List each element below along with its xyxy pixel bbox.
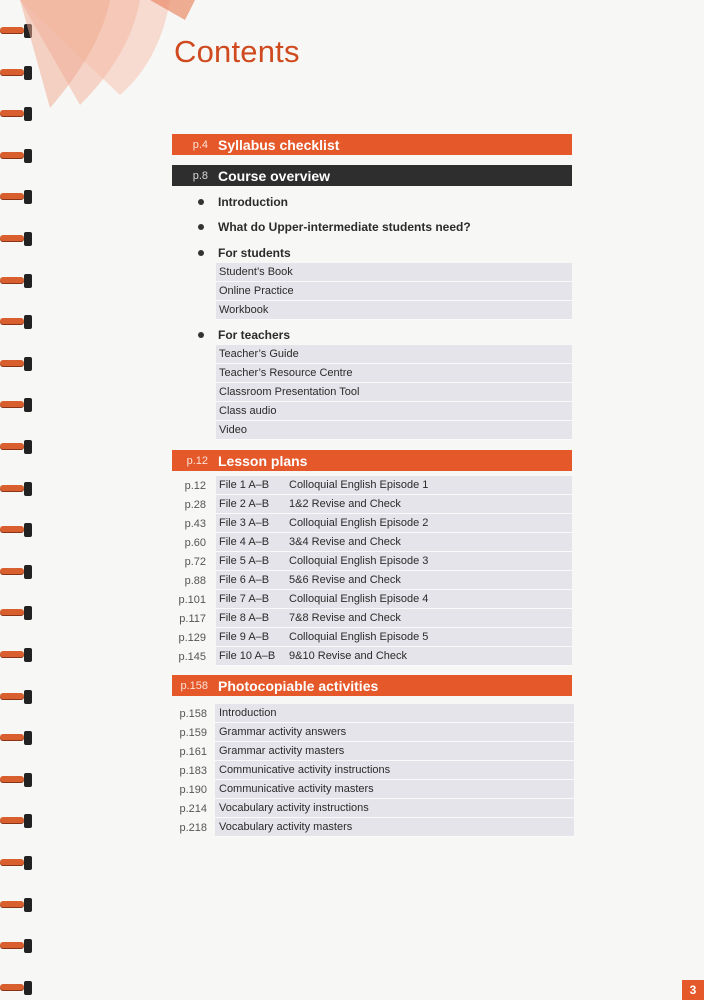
decorative-fan-graphic: [20, 0, 200, 110]
list-item-classroom-presentation-tool[interactable]: [216, 383, 572, 402]
lesson-row[interactable]: [172, 609, 572, 628]
lesson-box: [216, 552, 572, 571]
section-course-overview[interactable]: [172, 165, 572, 186]
item-label: Online Practice: [219, 285, 294, 297]
activity-label: Introduction: [215, 704, 574, 723]
lesson-row[interactable]: [172, 533, 572, 552]
activity-label: Communicative activity masters: [215, 780, 574, 799]
lesson-page: p.129: [178, 631, 206, 644]
lesson-row[interactable]: [172, 476, 572, 495]
section-label: Photocopiable activities: [218, 677, 379, 694]
lesson-file: File 7 A–B: [219, 593, 270, 605]
lesson-file: File 10 A–B: [219, 650, 276, 662]
activity-row[interactable]: [172, 818, 574, 837]
lesson-box: [216, 647, 572, 666]
activity-page: p.214: [179, 802, 207, 815]
list-item-workbook[interactable]: [216, 301, 572, 320]
activity-row[interactable]: [172, 723, 574, 742]
activity-label: Grammar activity masters: [215, 742, 574, 761]
binding-ring: [0, 315, 32, 329]
activity-page: p.218: [179, 821, 207, 834]
lesson-file: File 5 A–B: [219, 555, 270, 567]
lesson-page: p.145: [178, 650, 206, 663]
lesson-page: p.101: [178, 593, 206, 606]
lesson-file: File 8 A–B: [219, 612, 270, 624]
lesson-box: [216, 533, 572, 552]
binding-ring: [0, 731, 32, 745]
binding-ring: [0, 773, 32, 787]
binding-ring: [0, 149, 32, 163]
item-label: Student’s Book: [219, 266, 293, 278]
activity-label: Communicative activity instructions: [215, 761, 574, 780]
activity-page: p.190: [179, 783, 207, 796]
lesson-desc: Colloquial English Episode 4: [289, 593, 429, 605]
lesson-page: p.12: [184, 479, 206, 492]
lesson-file: File 6 A–B: [219, 574, 270, 586]
lesson-page: p.88: [184, 574, 206, 587]
binding-ring: [0, 274, 32, 288]
binding-ring: [0, 440, 32, 454]
item-label: Teacher’s Guide: [219, 348, 299, 360]
lesson-row[interactable]: [172, 628, 572, 647]
lesson-desc: Colloquial English Episode 5: [289, 631, 429, 643]
item-label: Teacher’s Resource Centre: [219, 367, 353, 379]
binding-ring: [0, 190, 32, 204]
bullet-label: What do Upper-intermediate students need?: [218, 220, 471, 234]
item-label: Classroom Presentation Tool: [219, 386, 360, 398]
lesson-row[interactable]: [172, 647, 572, 666]
bullet-introduction[interactable]: [198, 195, 288, 209]
lesson-file: File 1 A–B: [219, 479, 270, 491]
lesson-file: File 4 A–B: [219, 536, 270, 548]
activity-page: p.183: [179, 764, 207, 777]
lesson-box: [216, 590, 572, 609]
lesson-desc: 7&8 Revise and Check: [289, 612, 401, 624]
lesson-box: [216, 571, 572, 590]
binding-ring: [0, 981, 32, 995]
section-page: p.4: [192, 138, 208, 151]
bullet-label: Introduction: [218, 195, 288, 209]
bullet-for-teachers[interactable]: [198, 328, 290, 342]
page-title: Contents: [174, 34, 300, 69]
lesson-row[interactable]: [172, 495, 572, 514]
lesson-box: [216, 476, 572, 495]
lesson-row[interactable]: [172, 571, 572, 590]
lesson-page: p.43: [184, 517, 206, 530]
lesson-box: [216, 609, 572, 628]
page-number: 3: [682, 980, 704, 1000]
bullet-dot: [198, 250, 204, 256]
list-item-video[interactable]: [216, 421, 572, 440]
lesson-desc: 1&2 Revise and Check: [289, 498, 401, 510]
item-label: Workbook: [219, 304, 269, 316]
section-lesson-plans[interactable]: [172, 450, 572, 471]
bullet-students-need[interactable]: [198, 220, 471, 234]
lesson-desc: Colloquial English Episode 3: [289, 555, 429, 567]
binding-ring: [0, 648, 32, 662]
lesson-desc: Colloquial English Episode 2: [289, 517, 429, 529]
binding-ring: [0, 523, 32, 537]
binding-ring: [0, 690, 32, 704]
lesson-file: File 2 A–B: [219, 498, 270, 510]
activity-page: p.161: [179, 745, 207, 758]
spiral-binding: [0, 0, 36, 1000]
list-item-online-practice[interactable]: [216, 282, 572, 301]
section-label: Syllabus checklist: [218, 136, 340, 153]
lesson-page: p.117: [179, 612, 206, 625]
list-item-class-audio[interactable]: [216, 402, 572, 421]
lesson-file: File 9 A–B: [219, 631, 270, 643]
list-item-students-book[interactable]: [216, 263, 572, 282]
item-label: Class audio: [219, 405, 277, 417]
lesson-file: File 3 A–B: [219, 517, 270, 529]
binding-ring: [0, 565, 32, 579]
section-photocopiable-activities[interactable]: [172, 675, 572, 696]
lesson-desc: Colloquial English Episode 1: [289, 479, 429, 491]
bullet-dot: [198, 332, 204, 338]
lesson-box: [216, 495, 572, 514]
section-page: p.158: [180, 679, 208, 692]
section-syllabus-checklist[interactable]: [172, 134, 572, 155]
lesson-page: p.72: [184, 555, 206, 568]
activity-label: Grammar activity answers: [215, 723, 574, 742]
binding-ring: [0, 814, 32, 828]
section-label: Course overview: [218, 167, 331, 184]
item-label: Video: [219, 424, 247, 436]
activity-label: Vocabulary activity masters: [215, 818, 574, 837]
bullet-dot: [198, 199, 204, 205]
activity-row[interactable]: [172, 742, 574, 761]
section-label: Lesson plans: [218, 452, 308, 469]
binding-ring: [0, 606, 32, 620]
bullet-for-students[interactable]: [198, 246, 291, 260]
lesson-box: [216, 628, 572, 647]
lesson-row[interactable]: [172, 514, 572, 533]
activity-row[interactable]: [172, 780, 574, 799]
lesson-page: p.28: [184, 498, 206, 511]
lesson-desc: 5&6 Revise and Check: [289, 574, 401, 586]
activity-row[interactable]: [172, 704, 574, 723]
lesson-desc: 9&10 Revise and Check: [289, 650, 408, 662]
binding-ring: [0, 482, 32, 496]
binding-ring: [0, 939, 32, 953]
lesson-page: p.60: [184, 536, 206, 549]
binding-ring: [0, 232, 32, 246]
bullet-dot: [198, 224, 204, 230]
lesson-box: [216, 514, 572, 533]
lesson-row[interactable]: [172, 552, 572, 571]
binding-ring: [0, 398, 32, 412]
list-item-teachers-resource-centre[interactable]: [216, 364, 572, 383]
lesson-desc: 3&4 Revise and Check: [289, 536, 401, 548]
section-page: p.12: [186, 454, 208, 467]
activity-page: p.159: [179, 726, 207, 739]
binding-ring: [0, 856, 32, 870]
activity-page: p.158: [179, 707, 207, 720]
lesson-row[interactable]: [172, 590, 572, 609]
activity-row[interactable]: [172, 761, 574, 780]
bullet-label: For students: [218, 246, 291, 260]
activity-label: Vocabulary activity instructions: [215, 799, 574, 818]
activity-row[interactable]: [172, 799, 574, 818]
bullet-label: For teachers: [218, 328, 291, 342]
list-item-teachers-guide[interactable]: [216, 345, 572, 364]
binding-ring: [0, 898, 32, 912]
binding-ring: [0, 357, 32, 371]
section-page: p.8: [192, 169, 208, 182]
